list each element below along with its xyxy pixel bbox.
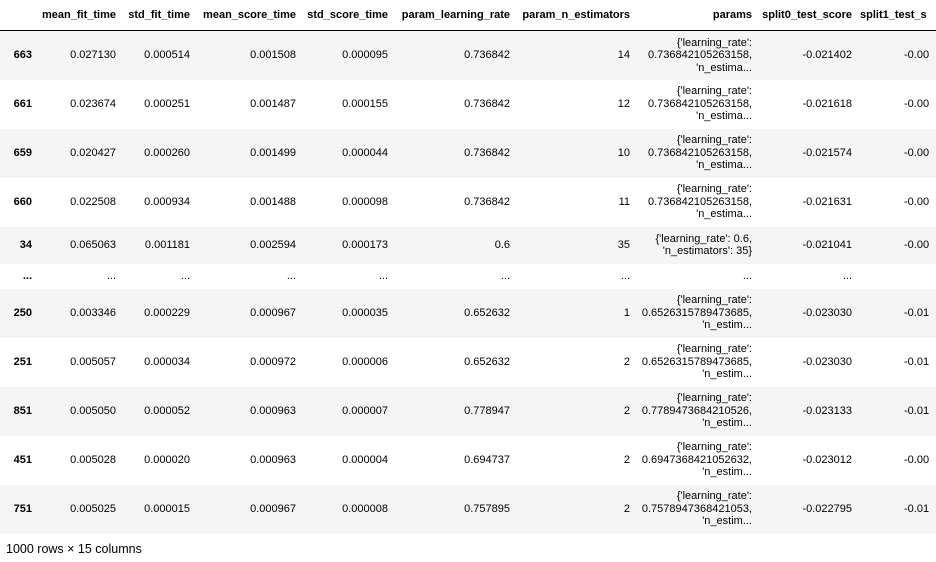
row-index: 659 <box>13 147 32 159</box>
cell-split1-test-score <box>856 264 936 289</box>
cell-std-score-time: 0.000095 <box>342 49 388 62</box>
cell-mean-fit-time: 0.005028 <box>70 454 116 466</box>
cell-mean-fit-time: 0.020427 <box>70 147 116 159</box>
cell-mean-score-time: 0.000972 <box>250 356 296 368</box>
cell-split0-test-score: -0.023030 <box>802 307 852 319</box>
cell-param-learning-rate: 0.694737 <box>464 454 510 466</box>
cell-param-learning-rate: 0.757895 <box>464 503 510 515</box>
cell-std-score-time: 0.000035 <box>342 307 388 319</box>
table-row <box>0 338 936 387</box>
params-line: 'n_estim... <box>702 417 752 430</box>
cell-param-n-estimators: 2 <box>623 356 630 368</box>
cell-mean-fit-time: 0.023674 <box>70 98 116 110</box>
cell-split1-test-score: -0.00 <box>904 196 930 208</box>
params-line: 'n_estima... <box>696 208 752 221</box>
header-std-score-time: std_score_time <box>300 0 392 31</box>
header-params: params <box>634 0 756 31</box>
params-line: 0.736842105263158, <box>648 49 752 61</box>
row-index: ... <box>22 270 32 282</box>
header-std-fit-time: std_fit_time <box>120 0 194 31</box>
header-row <box>0 0 936 31</box>
cell-std-score-time: 0.000044 <box>342 147 388 159</box>
table-row <box>0 436 936 485</box>
cell-param-n-estimators: 14 <box>617 49 630 62</box>
params-line: 0.6526315789473685, <box>641 355 752 368</box>
cell-split1-test-score: -0.00 <box>904 454 930 466</box>
cell-param-n-estimators: 12 <box>617 98 630 110</box>
cell-params <box>634 387 756 436</box>
cell-params <box>634 31 756 80</box>
cell-params <box>634 485 756 534</box>
cell-mean-score-time: 0.001499 <box>250 147 296 159</box>
table-row <box>0 289 936 338</box>
row-index: 851 <box>13 405 32 417</box>
row-index: 250 <box>13 307 32 319</box>
cell-std-fit-time: 0.000934 <box>144 196 190 208</box>
cell-split1-test-score: -0.00 <box>904 147 930 159</box>
cell-mean-fit-time: 0.022508 <box>70 196 116 208</box>
cell-mean-fit-time: ... <box>106 270 116 282</box>
cell-param-learning-rate: 0.6 <box>494 239 510 251</box>
cell-split1-test-score: -0.01 <box>904 503 930 515</box>
cell-mean-score-time: 0.000963 <box>250 454 296 466</box>
cell-param-n-estimators: 2 <box>623 454 630 466</box>
params-line: 0.7789473684210526, <box>641 404 752 417</box>
cell-mean-fit-time: 0.027130 <box>70 49 116 62</box>
params-line: 'n_estima... <box>696 159 752 172</box>
cell-param-learning-rate: 0.736842 <box>464 49 510 62</box>
params-line: {'learning_rate': 0.6, <box>655 232 752 245</box>
params-line: 0.7578947368421053, <box>641 502 752 515</box>
cell-std-fit-time: 0.000015 <box>144 503 190 515</box>
cell-mean-fit-time: 0.005050 <box>70 405 116 417</box>
params-line: 'n_estim... <box>702 368 752 381</box>
cell-std-fit-time: 0.000251 <box>144 98 190 110</box>
cell-split0-test-score: -0.021618 <box>802 98 852 110</box>
row-index: 34 <box>19 239 32 251</box>
cell-std-fit-time: 0.001181 <box>144 239 190 251</box>
cell-param-n-estimators: 1 <box>623 307 630 319</box>
row-index: 660 <box>13 196 32 208</box>
params-line: 0.736842105263158, <box>648 97 752 110</box>
params-line: {'learning_rate': <box>676 392 752 405</box>
row-index: 663 <box>13 49 32 62</box>
cell-param-learning-rate: 0.778947 <box>464 405 510 417</box>
cell-std-fit-time: 0.000034 <box>144 356 190 368</box>
dataframe-shape-label: 1000 rows × 15 columns <box>6 542 142 556</box>
cell-std-score-time: 0.000155 <box>342 98 388 110</box>
cell-param-learning-rate: 0.652632 <box>464 307 510 319</box>
cell-std-score-time: 0.000173 <box>342 239 388 251</box>
cell-split1-test-score: -0.01 <box>904 307 930 319</box>
params-line: {'learning_rate': <box>676 134 752 147</box>
params-line: {'learning_rate': <box>676 294 752 307</box>
cell-std-fit-time: 0.000514 <box>144 49 190 62</box>
header-mean-fit-time: mean_fit_time <box>36 0 120 31</box>
cell-mean-score-time: 0.002594 <box>250 239 296 251</box>
header-split0-test-score: split0_test_score <box>756 0 856 31</box>
params-line: 'n_estimators': 35} <box>662 245 752 257</box>
params-line: 0.736842105263158, <box>648 195 752 208</box>
params-line: 'n_estima... <box>696 61 752 74</box>
params-line: {'learning_rate': <box>676 343 752 356</box>
cell-split0-test-score: -0.023030 <box>802 356 852 368</box>
params-line: 'n_estim... <box>702 515 752 528</box>
cell-split1-test-score: -0.00 <box>904 239 930 251</box>
params-line: ... <box>742 269 752 282</box>
cell-split0-test-score: -0.021402 <box>802 49 852 62</box>
cell-split1-test-score: -0.01 <box>904 356 930 368</box>
cell-params <box>634 129 756 178</box>
table-row <box>0 227 936 264</box>
cell-params <box>634 338 756 387</box>
params-line: 'n_estim... <box>702 466 752 479</box>
cell-std-score-time: ... <box>378 270 388 282</box>
cell-mean-score-time: 0.000963 <box>250 405 296 417</box>
header-param-n-estimators: param_n_estimators <box>514 0 634 31</box>
cell-mean-score-time: 0.001488 <box>250 196 296 208</box>
table-row <box>0 31 936 80</box>
params-line: {'learning_rate': <box>676 490 752 503</box>
table-row <box>0 264 936 289</box>
cell-param-learning-rate: 0.736842 <box>464 98 510 110</box>
cell-mean-score-time: 0.001508 <box>250 49 296 62</box>
cell-param-n-estimators: 2 <box>623 405 630 417</box>
cell-param-n-estimators: 35 <box>617 239 630 251</box>
row-index: 751 <box>13 503 32 515</box>
cell-std-score-time: 0.000098 <box>342 196 388 208</box>
cell-mean-fit-time: 0.003346 <box>70 307 116 319</box>
cell-params <box>634 436 756 485</box>
cell-param-n-estimators: 2 <box>623 503 630 515</box>
cell-split0-test-score: -0.021631 <box>802 196 852 208</box>
cell-std-score-time: 0.000004 <box>342 454 388 466</box>
row-index: 251 <box>13 356 32 368</box>
cell-params <box>634 80 756 129</box>
cell-std-score-time: 0.000007 <box>342 405 388 417</box>
params-line: 'n_estima... <box>696 110 752 123</box>
cell-mean-score-time: 0.001487 <box>250 98 296 110</box>
cell-param-learning-rate: ... <box>500 270 510 282</box>
header-mean-score-time: mean_score_time <box>194 0 300 31</box>
cell-split0-test-score: -0.022795 <box>802 503 852 515</box>
cell-split0-test-score: -0.021574 <box>802 147 852 159</box>
cell-split0-test-score: -0.023133 <box>802 405 852 417</box>
params-line: {'learning_rate': <box>676 85 752 98</box>
cell-mean-score-time: 0.000967 <box>250 307 296 319</box>
table-row <box>0 129 936 178</box>
table-body <box>0 31 936 534</box>
cell-param-n-estimators: 11 <box>618 196 630 208</box>
cell-std-fit-time: 0.000052 <box>144 405 190 417</box>
cell-std-score-time: 0.000006 <box>342 356 388 368</box>
params-line: {'learning_rate': <box>676 183 752 196</box>
table-row <box>0 178 936 227</box>
cell-split0-test-score: -0.021041 <box>802 239 852 251</box>
row-index: 451 <box>13 454 32 466</box>
table-header <box>0 0 936 31</box>
cell-param-learning-rate: 0.736842 <box>464 196 510 208</box>
cell-params <box>634 289 756 338</box>
cell-std-fit-time: 0.000260 <box>144 147 190 159</box>
cell-split1-test-score: -0.01 <box>904 405 930 417</box>
params-line: {'learning_rate': <box>676 441 752 454</box>
table-row <box>0 485 936 534</box>
header-index <box>0 0 36 31</box>
cell-mean-fit-time: 0.065063 <box>70 239 116 251</box>
params-line: 0.736842105263158, <box>648 146 752 159</box>
header-param-learning-rate: param_learning_rate <box>392 0 514 31</box>
row-index: 661 <box>13 98 32 110</box>
cell-param-n-estimators: 10 <box>617 147 630 159</box>
cell-split1-test-score: -0.00 <box>904 98 930 110</box>
cell-std-fit-time: ... <box>180 270 190 282</box>
cell-params <box>634 227 756 264</box>
cell-mean-score-time: ... <box>286 270 296 282</box>
cell-param-learning-rate: 0.652632 <box>464 356 510 368</box>
params-line: 0.6947368421052632, <box>641 453 752 466</box>
cell-mean-fit-time: 0.005057 <box>70 356 116 368</box>
cell-split0-test-score: ... <box>842 270 852 282</box>
cell-params <box>634 264 756 289</box>
cell-split0-test-score: -0.023012 <box>802 454 852 466</box>
cell-param-learning-rate: 0.736842 <box>464 147 510 159</box>
cell-params <box>634 178 756 227</box>
cell-param-n-estimators: ... <box>620 270 630 282</box>
table-row <box>0 387 936 436</box>
cell-split1-test-score: -0.00 <box>904 49 930 62</box>
params-line: 0.6526315789473685, <box>641 306 752 319</box>
params-line: 'n_estim... <box>702 319 752 332</box>
cell-std-fit-time: 0.000229 <box>144 307 190 319</box>
table-row <box>0 80 936 129</box>
cell-std-score-time: 0.000008 <box>342 503 388 515</box>
cell-mean-fit-time: 0.005025 <box>70 503 116 515</box>
cell-mean-score-time: 0.000967 <box>250 503 296 515</box>
params-line: {'learning_rate': <box>676 36 752 49</box>
header-split1-test-score: split1_test_s <box>856 0 936 31</box>
cell-std-fit-time: 0.000020 <box>144 454 190 466</box>
